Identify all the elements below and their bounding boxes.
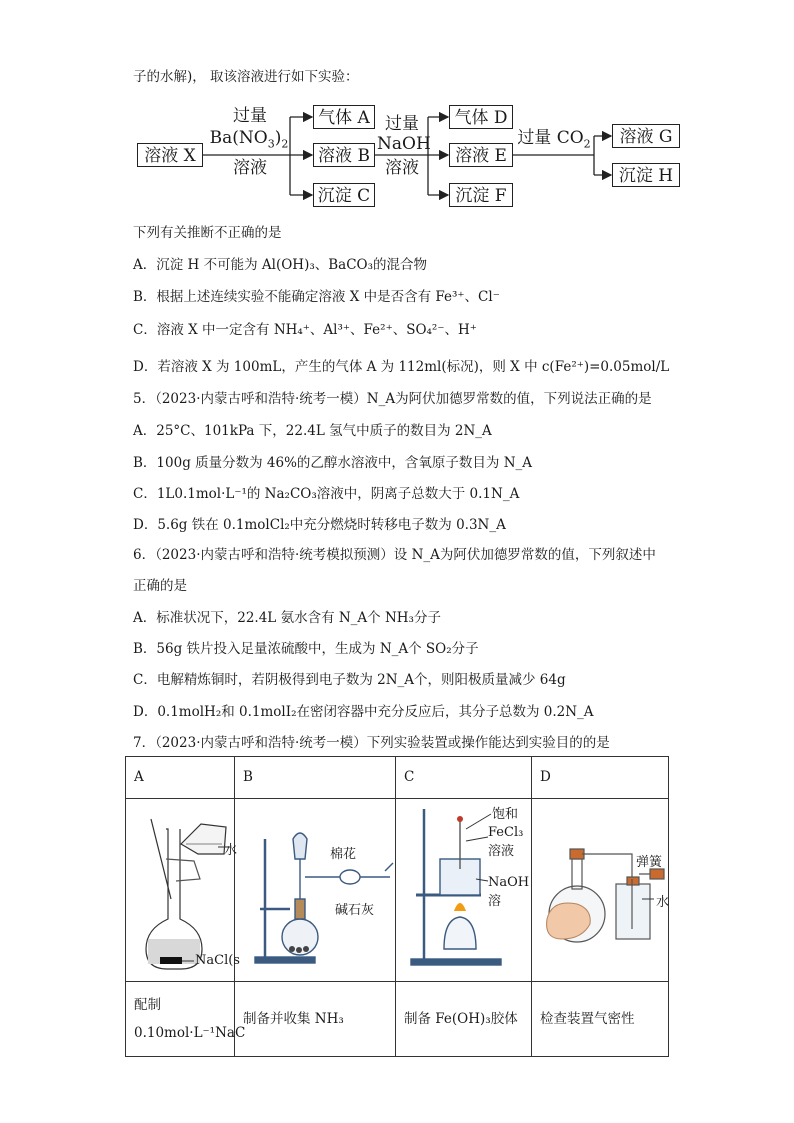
caption-a-line2: 0.10mol·L⁻¹NaC bbox=[134, 1025, 246, 1041]
q7-stem: 7．（2023·内蒙古呼和浩特·统考一模）下列实验装置或操作能达到实验目的的是 bbox=[133, 735, 610, 751]
q4-option-a: A．沉淀 H 不可能为 Al(OH)₃、BaCO₃的混合物 bbox=[133, 257, 428, 273]
flow-solution-b: 溶液 B bbox=[313, 143, 375, 167]
flow-arrows bbox=[0, 0, 794, 220]
flow-solution-e: 溶液 E bbox=[449, 143, 513, 167]
caption-d: 检查装置气密性 bbox=[532, 982, 669, 1057]
q6-option-d: D．0.1molH₂和 0.1molI₂在密闭容器中充分反应后，其分子总数为 0.2N_A bbox=[133, 704, 594, 720]
q6-stem-line1: 6．（2023·内蒙古呼和浩特·统考模拟预测）设 N_A为阿伏加德罗常数的值，下列叙述中 bbox=[133, 547, 656, 563]
flow-gas-d: 气体 D bbox=[449, 105, 513, 129]
table-header-d: D bbox=[532, 757, 669, 799]
apparatus-a-cell bbox=[126, 799, 240, 982]
airtightness-apparatus-illustration bbox=[532, 799, 669, 977]
label-naoh: NaOH溶 bbox=[488, 875, 530, 909]
caption-a-line1: 配制 bbox=[134, 997, 161, 1013]
q4-option-c: C．溶液 X 中一定含有 NH₄⁺、Al³⁺、Fe²⁺、SO₄²⁻、H⁺ bbox=[133, 322, 477, 338]
flow-gas-a: 气体 A bbox=[313, 105, 375, 129]
q6-option-c: C．电解精炼铜时，若阴极得到电子数为 2N_A个，则阳极质量减少 64g bbox=[133, 672, 566, 688]
apparatus-d-cell bbox=[532, 799, 669, 982]
q4-option-b: B．根据上述连续实验不能确定溶液 X 中是否含有 Fe³⁺、Cl⁻ bbox=[133, 289, 500, 305]
apparatus-b-cell bbox=[235, 799, 396, 982]
q6-stem-line2: 正确的是 bbox=[133, 578, 187, 594]
table-header-a: A bbox=[126, 757, 235, 799]
flow-reagent2-bottom: 溶液 bbox=[385, 158, 419, 178]
caption-b: 制备并收集 NH₃ bbox=[235, 982, 396, 1057]
flow-precipitate-f: 沉淀 F bbox=[449, 183, 513, 207]
label-water-a: 水 bbox=[224, 843, 238, 858]
q5-option-c: C．1L0.1mol·L⁻¹的 Na₂CO₃溶液中，阴离子总数大于 0.1N_A bbox=[133, 486, 520, 502]
label-fecl3: FeCl₃溶液 bbox=[488, 825, 524, 859]
label-spring: 弹簧 bbox=[636, 855, 663, 870]
q5-option-d: D．5.6g 铁在 0.1molCl₂中充分燃烧时转移电子数为 0.3N_A bbox=[133, 517, 506, 533]
flow-reagent2-top: 过量 bbox=[385, 114, 419, 134]
apparatus-c-cell bbox=[396, 799, 532, 982]
label-cotton: 棉花 bbox=[330, 847, 357, 862]
q5-option-a: A．25°C、101kPa 下，22.4L 氢气中质子的数目为 2N_A bbox=[133, 423, 492, 439]
flow-precipitate-c: 沉淀 C bbox=[313, 183, 375, 207]
flow-solution-x: 溶液 X bbox=[137, 143, 203, 167]
table-header-c: C bbox=[396, 757, 532, 799]
flow-precipitate-h: 沉淀 H bbox=[612, 163, 680, 187]
flow-reagent1-top: 过量 bbox=[233, 106, 267, 126]
flow-reagent2-formula: NaOH bbox=[377, 134, 431, 154]
intro-text: 子的水解)， 取该溶液进行如下实验： bbox=[133, 69, 359, 85]
q6-option-a: A．标准状况下，22.4L 氨水含有 N_A个 NH₃分子 bbox=[133, 610, 441, 626]
ammonia-apparatus-illustration bbox=[235, 799, 396, 977]
flow-reagent1-bottom: 溶液 bbox=[233, 158, 267, 178]
q5-stem: 5．（2023·内蒙古呼和浩特·统考一模）N_A为阿伏加德罗常数的值，下列说法正确的是 bbox=[133, 391, 652, 407]
q6-option-b: B．56g 铁片投入足量浓硫酸中，生成为 N_A个 SO₂分子 bbox=[133, 641, 479, 657]
q7-options-table bbox=[125, 756, 669, 1057]
caption-a bbox=[126, 982, 246, 1057]
q4-option-d: D．若溶液 X 为 100mL，产生的气体 A 为 112ml(标况)，则 X 中 c(Fe²⁺)=0.05mol/L bbox=[133, 359, 670, 375]
label-water-d: 水 bbox=[656, 895, 670, 910]
volumetric-flask-illustration bbox=[126, 799, 238, 977]
label-soda-lime: 碱石灰 bbox=[335, 903, 375, 918]
flow-reagent1-formula: $Ba(NO_3)_2$ bbox=[209, 128, 289, 151]
q5-option-b: B．100g 质量分数为 46%的乙醇水溶液中，含氧原子数目为 N_A bbox=[133, 455, 533, 471]
caption-c: 制备 Fe(OH)₃胶体 bbox=[396, 982, 532, 1057]
label-saturated: 饱和 bbox=[492, 807, 519, 822]
flow-solution-g: 溶液 G bbox=[612, 124, 680, 148]
q4-stem: 下列有关推断不正确的是 bbox=[133, 225, 282, 241]
label-nacl: NaCl(s bbox=[195, 953, 240, 968]
flow-reagent3: 过量 $CO_2$ bbox=[517, 128, 591, 151]
table-header-b: B bbox=[235, 757, 396, 799]
